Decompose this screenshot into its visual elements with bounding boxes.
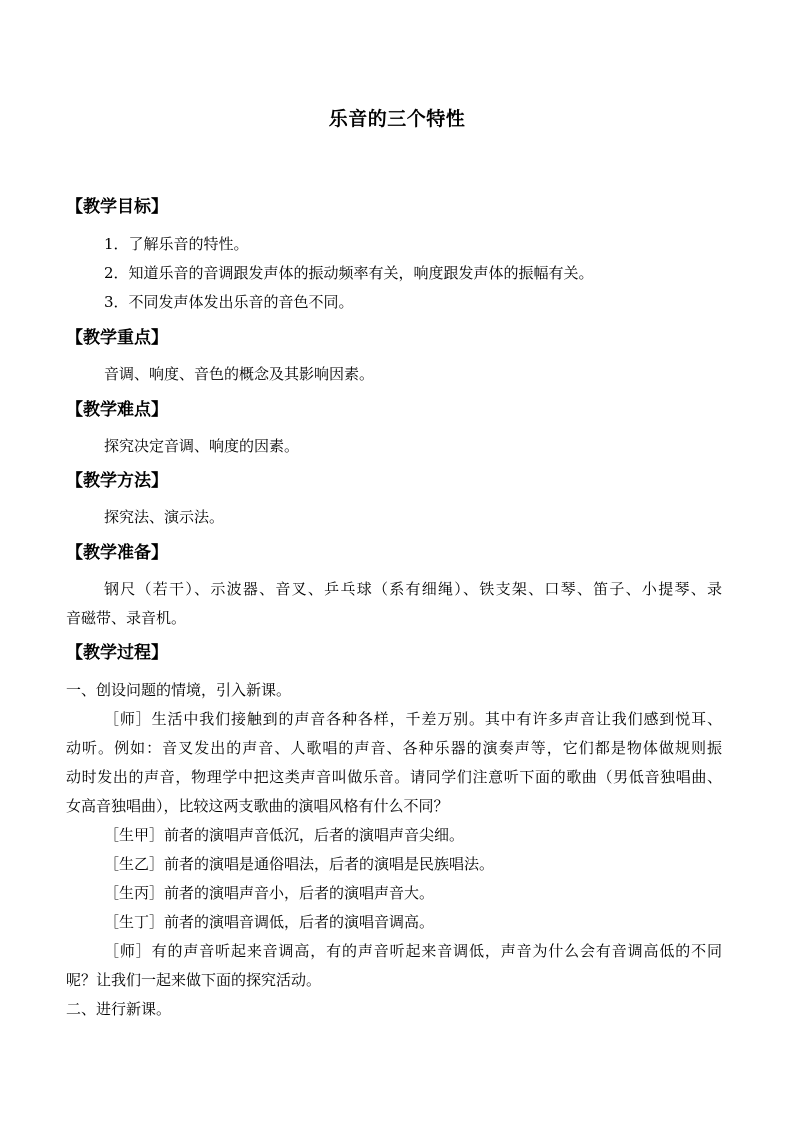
teacher-speech-1-line-2: 动听。例如：音叉发出的声音、人歌唱的声音、各种乐器的演奏声等，它们都是物体做规则振 <box>66 739 722 757</box>
process-part-2: 二、进行新课。 <box>66 1000 172 1018</box>
difficulties-text: 探究决定音调、响度的因素。 <box>104 437 300 455</box>
heading-process: 【教学过程】 <box>66 643 168 663</box>
heading-preparation: 【教学准备】 <box>66 543 168 563</box>
student-a-answer: ［生甲］前者的演唱声音低沉，后者的演唱声音尖细。 <box>104 826 465 844</box>
page-title: 乐音的三个特性 <box>328 108 466 130</box>
key-points-text: 音调、响度、音色的概念及其影响因素。 <box>104 365 375 383</box>
objective-item-2: 2．知道乐音的音调跟发声体的振动频率有关，响度跟发声体的振幅有关。 <box>104 264 594 282</box>
heading-key-points: 【教学重点】 <box>66 328 168 348</box>
teacher-speech-1-line-1: ［师］生活中我们接触到的声音各种各样，千差万别。其中有许多声音让我们感到悦耳、 <box>104 710 722 728</box>
objective-item-1: 1．了解乐音的特性。 <box>104 235 249 253</box>
teacher-speech-1-line-3: 动时发出的声音，物理学中把这类声音叫做乐音。请同学们注意听下面的歌曲（男低音独唱曲、 <box>66 768 722 786</box>
teacher-speech-2-line-1: ［师］有的声音听起来音调高，有的声音听起来音调低，声音为什么会有音调高低的不同 <box>104 942 722 960</box>
teacher-speech-2-line-2: 呢？让我们一起来做下面的探究活动。 <box>66 971 322 989</box>
preparation-line-2: 音磁带、录音机。 <box>66 609 187 627</box>
heading-objectives: 【教学目标】 <box>66 197 168 217</box>
heading-methods: 【教学方法】 <box>66 471 168 491</box>
preparation-line-1: 钢尺（若干）、示波器、音叉、乒乓球（系有细绳）、铁支架、口琴、笛子、小提琴、录 <box>104 580 722 598</box>
student-c-answer: ［生丙］前者的演唱声音小，后者的演唱声音大。 <box>104 884 435 902</box>
student-b-answer: ［生乙］前者的演唱是通俗唱法，后者的演唱是民族唱法。 <box>104 855 495 873</box>
student-d-answer: ［生丁］前者的演唱音调低，后者的演唱音调高。 <box>104 913 435 931</box>
methods-text: 探究法、演示法。 <box>104 508 225 526</box>
objective-item-3: 3．不同发声体发出乐音的音色不同。 <box>104 293 354 311</box>
process-part-1: 一、创设问题的情境，引入新课。 <box>66 681 292 699</box>
heading-difficulties: 【教学难点】 <box>66 400 168 420</box>
teacher-speech-1-line-4: 女高音独唱曲），比较这两支歌曲的演唱风格有什么不同？ <box>66 797 449 815</box>
